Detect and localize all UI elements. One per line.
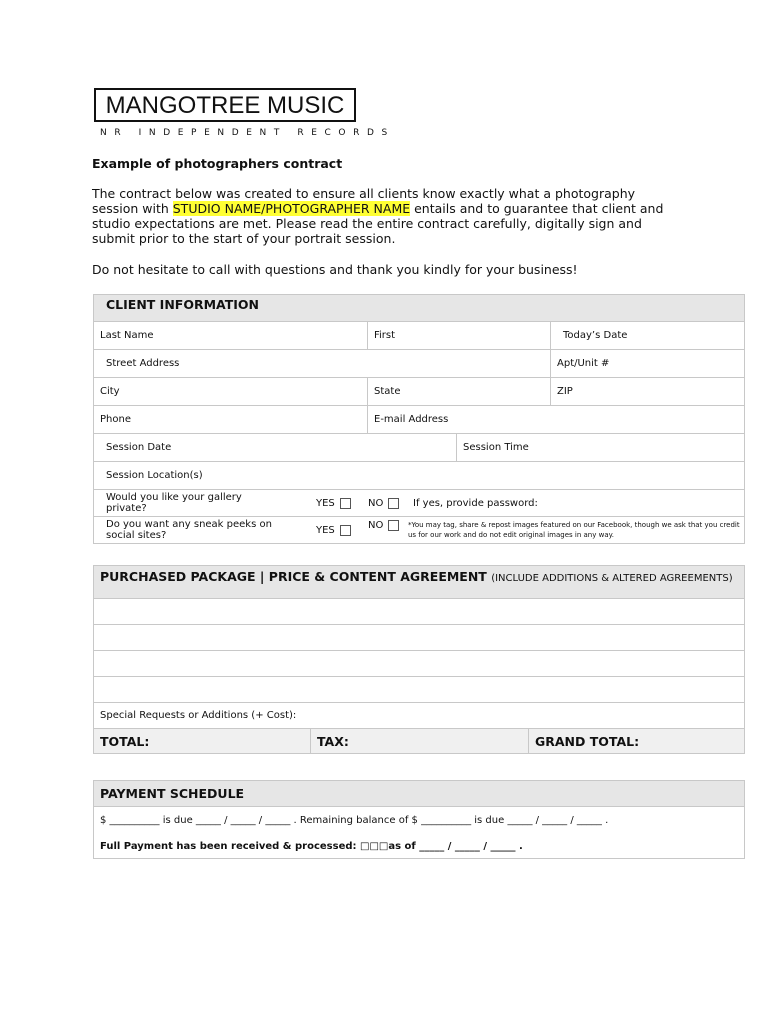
package-title: PURCHASED PACKAGE | PRICE & CONTENT AGREEMENT (INCLUDE ADDITIONS & ALTERED AGREEMENTS) bbox=[94, 566, 744, 599]
gallery-private-row bbox=[94, 490, 744, 517]
package-section bbox=[93, 565, 745, 754]
password-field[interactable]: If yes, provide password: bbox=[413, 497, 538, 509]
sneak-peek-question: Do you want any sneak peeks on social sites? bbox=[106, 519, 272, 541]
logo-subtitle: NR INDEPENDENT RECORDS bbox=[100, 128, 395, 138]
package-line-4[interactable] bbox=[94, 677, 744, 703]
package-line-2[interactable] bbox=[94, 625, 744, 651]
sneak-peek-note: *You may tag, share & repost images featured on our Facebook, though we ask that you credit us for our work and do not edit original images in any way. bbox=[408, 521, 740, 539]
session-time-field[interactable]: Session Time bbox=[456, 434, 746, 461]
state-field[interactable]: State bbox=[367, 378, 550, 405]
special-requests-label: Special Requests or Additions (+ Cost): bbox=[100, 710, 297, 721]
total-field[interactable]: TOTAL: bbox=[100, 733, 150, 749]
special-requests-row[interactable] bbox=[94, 703, 744, 729]
checkbox-icon[interactable] bbox=[340, 498, 351, 509]
payment-due-row[interactable] bbox=[94, 807, 744, 834]
payment-section bbox=[93, 780, 745, 859]
street-address-field[interactable]: Street Address bbox=[106, 358, 180, 369]
gallery-private-yes[interactable]: YES bbox=[310, 490, 360, 516]
payment-due-text: $ __________ is due _____ / _____ / _____ . Remaining balance of $ __________ is due _____ / _____ / _____ . bbox=[100, 815, 609, 826]
address-row bbox=[94, 350, 744, 378]
session-row bbox=[94, 434, 744, 462]
logo-title: MANGOTREE MUSIC bbox=[105, 92, 345, 119]
intro-text-after: entails and to guarantee that client and studio expectations are met. Please read the entire contract carefully, digitally sign and submit prior to the start of your portrait session. bbox=[92, 201, 664, 246]
location-row bbox=[94, 462, 744, 490]
checkbox-icon[interactable] bbox=[340, 525, 351, 536]
page-title: Example of photographers contract bbox=[92, 156, 343, 171]
intro-highlight: STUDIO NAME/PHOTOGRAPHER NAME bbox=[172, 201, 411, 216]
last-name-field[interactable]: Last Name bbox=[100, 330, 154, 341]
tax-field[interactable]: TAX: bbox=[310, 729, 528, 753]
session-location-field[interactable]: Session Location(s) bbox=[106, 470, 203, 481]
intro-paragraph bbox=[92, 186, 682, 246]
gallery-private-question: Would you like your gallery private? bbox=[106, 492, 242, 514]
package-line-3[interactable] bbox=[94, 651, 744, 677]
client-information-title: CLIENT INFORMATION bbox=[94, 295, 744, 322]
sneak-peek-yes[interactable]: YES bbox=[310, 517, 360, 543]
city-row bbox=[94, 378, 744, 406]
closing-text: Do not hesitate to call with questions and thank you kindly for your business! bbox=[92, 262, 578, 277]
package-line-1[interactable] bbox=[94, 599, 744, 625]
first-name-field[interactable]: First bbox=[367, 322, 550, 349]
zip-field[interactable]: ZIP bbox=[550, 378, 746, 405]
totals-row bbox=[94, 729, 744, 753]
apt-unit-field[interactable]: Apt/Unit # bbox=[550, 350, 746, 377]
client-information-section bbox=[93, 294, 745, 544]
session-date-field[interactable]: Session Date bbox=[106, 442, 172, 453]
logo bbox=[94, 88, 356, 122]
gallery-private-no[interactable]: NO bbox=[362, 490, 412, 516]
grand-total-field[interactable]: GRAND TOTAL: bbox=[528, 729, 746, 753]
payment-title: PAYMENT SCHEDULE bbox=[94, 781, 744, 807]
email-field[interactable]: E-mail Address bbox=[367, 406, 746, 433]
name-row bbox=[94, 322, 744, 350]
payment-received-text: Full Payment has been received & processed: □□□as of _____ / _____ / _____ . bbox=[100, 840, 523, 852]
city-field[interactable]: City bbox=[100, 386, 120, 397]
todays-date-field[interactable]: Today’s Date bbox=[550, 322, 746, 349]
sneak-peek-no[interactable]: NO bbox=[362, 517, 402, 543]
phone-field[interactable]: Phone bbox=[100, 414, 131, 425]
contact-row bbox=[94, 406, 744, 434]
payment-received-row[interactable] bbox=[94, 834, 744, 858]
intro-text-before: The contract below was created to ensure all clients know exactly what a photography session with bbox=[92, 186, 636, 216]
checkbox-icon[interactable] bbox=[388, 498, 399, 509]
sneak-peek-row bbox=[94, 517, 744, 543]
